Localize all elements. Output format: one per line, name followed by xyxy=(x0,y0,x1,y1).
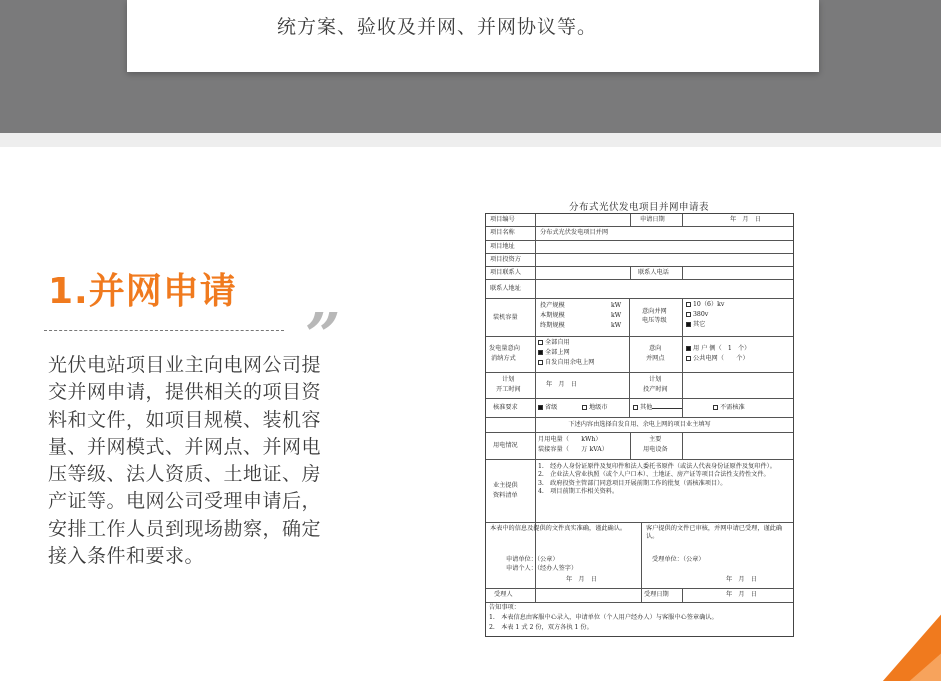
checkbox-checked-icon xyxy=(538,350,543,355)
checkbox-icon xyxy=(686,312,691,317)
note-item: 1. 本表信息由客服中心录入，申请单位（个人用户经办人）与客服中心签章确认。 xyxy=(489,614,718,621)
label-consume-2: 消纳方式 xyxy=(491,355,516,362)
label-contact-address: 联系人地址 xyxy=(490,285,521,292)
checkbox-icon xyxy=(538,340,543,345)
top-card-text: 统方案、验收及并网、并网协议等。 xyxy=(277,16,598,38)
docs-item: 3. 政府投资主管部门同意项目开展前期工作的批复（需核准项目）。 xyxy=(538,479,727,487)
capacity-unit: kW xyxy=(611,312,622,319)
checkbox-checked-icon xyxy=(686,322,691,327)
consume-option-2: 全部上网 xyxy=(538,349,570,357)
docs-item: 1. 经办人身份证原件及复印件和法人委托书原件（或法人代表身份证原件及复印件）。 xyxy=(538,463,776,470)
left-declaration: 本表中的信息及提供的文件真实准确，谨此确认。 xyxy=(490,525,627,532)
right-sign-unit: 受理单位：（公章） xyxy=(652,556,705,563)
grid-application-form xyxy=(485,213,794,637)
checkbox-checked-icon xyxy=(538,405,543,410)
value-apply-date: 年 月 日 xyxy=(730,216,761,223)
value-project-name: 分布式光伏发电项目并网 xyxy=(540,229,609,236)
approval-option-4: 不需核准 xyxy=(713,404,745,412)
label-prod-1: 计划 xyxy=(649,376,662,383)
voltage-option-3: 其它 xyxy=(686,321,705,329)
value-start: 年 月 日 xyxy=(546,381,577,388)
label-voltage-2: 电压等级 xyxy=(642,317,667,324)
title-divider xyxy=(44,330,284,331)
right-declaration: 客户提供的文件已审核，并网申请已受理，谨此确认。 xyxy=(646,525,783,541)
section-body-text: 光伏电站项目业主向电网公司提交并网申请，提供相关的项目资料和文件，如项目规模、装机容量、并网模式、并网点、并网电压等级、法人资质、土地证、房产证等。电网公司受理申请后，安排工作人员到现场勘察，确定接入条件和要求。 xyxy=(48,354,322,568)
label-handler: 受理人 xyxy=(494,591,513,598)
checkbox-icon xyxy=(633,405,638,410)
section-title: 1.并网申请 xyxy=(48,271,237,312)
checkbox-icon xyxy=(686,356,691,361)
label-start-2: 开工时间 xyxy=(496,386,521,393)
right-date: 年 月 日 xyxy=(726,576,757,583)
checkbox-icon xyxy=(713,405,718,410)
handle-date-value: 年 月 日 xyxy=(726,591,757,598)
approval-option-2: 地级市 xyxy=(582,404,608,412)
capacity-item-2: 本期规模 xyxy=(540,312,565,319)
label-capacity: 装机容量 xyxy=(493,314,518,321)
label-usage: 用电情况 xyxy=(493,442,518,449)
label-approval: 核准要求 xyxy=(493,404,518,411)
label-consume-1: 发电量意向 xyxy=(489,345,520,352)
capacity-unit: kW xyxy=(611,322,622,329)
voltage-option-1: 10（6）kv xyxy=(686,301,724,309)
point-option-1: 用 户 侧（ 1 个） xyxy=(686,345,750,353)
label-prod-2: 投产时间 xyxy=(643,386,668,393)
label-docs-2: 资料清单 xyxy=(493,492,518,499)
docs-item: 4. 项目前期工作相关资料。 xyxy=(538,488,619,496)
left-sign-person: 申请个人：（经办人签字） xyxy=(506,565,578,572)
label-apply-date: 申请日期 xyxy=(640,216,665,223)
checkbox-checked-icon xyxy=(686,346,691,351)
capacity-unit: kW xyxy=(611,302,622,309)
label-equipment-1: 主要 xyxy=(649,436,662,443)
quote-icon: ” xyxy=(305,299,341,372)
note-item: 2. 本表 1 式 2 份，双方各执 1 份。 xyxy=(489,624,593,631)
label-project-name: 项目名称 xyxy=(490,229,515,236)
label-project-no: 项目编号 xyxy=(490,216,515,223)
usage-item-1: 月用电量（ kWh） xyxy=(538,436,602,443)
notes-title: 告知事项： xyxy=(489,604,520,611)
left-sign-unit: 申请单位：（公章） xyxy=(506,556,559,563)
banner-divider xyxy=(0,133,941,147)
approval-option-3: 其他 xyxy=(633,404,682,412)
usage-item-2: 装接容量（ 万 kVA） xyxy=(538,446,608,453)
checkbox-icon xyxy=(582,405,587,410)
label-investor: 项目投资方 xyxy=(490,256,521,263)
docs-item: 2. 企业法人营业执照（或个人户口本）、土地证、房产证等项目合法性支持性文件。 xyxy=(538,471,770,479)
label-equipment-2: 用电设备 xyxy=(643,446,668,453)
docs-list xyxy=(538,463,791,496)
label-handle-date: 受理日期 xyxy=(644,591,669,598)
label-point-1: 意向 xyxy=(649,345,662,352)
capacity-item-1: 投产规模 xyxy=(540,302,565,309)
voltage-option-2: 380v xyxy=(686,311,708,319)
point-option-2: 公共电网（ 个） xyxy=(686,355,749,363)
label-contact: 项目联系人 xyxy=(490,269,521,276)
consume-option-3: 自发自用余电上网 xyxy=(538,359,595,367)
label-docs-1: 业主提供 xyxy=(493,482,518,489)
label-voltage-1: 意向并网 xyxy=(642,308,667,315)
label-contact-phone: 联系人电话 xyxy=(638,269,669,276)
label-project-address: 项目地址 xyxy=(490,243,515,250)
notice-row: 下述内容由选择自发自用、余电上网的项目业主填写 xyxy=(568,421,711,428)
capacity-item-3: 终期规模 xyxy=(540,322,565,329)
label-point-2: 并网点 xyxy=(646,355,665,362)
left-date: 年 月 日 xyxy=(566,576,597,583)
form-title: 分布式光伏发电项目并网申请表 xyxy=(568,202,709,213)
consume-option-1: 全部自用 xyxy=(538,339,570,347)
approval-option-1: 省级 xyxy=(538,404,557,412)
checkbox-icon xyxy=(538,360,543,365)
checkbox-icon xyxy=(686,302,691,307)
label-start-1: 计划 xyxy=(502,376,515,383)
